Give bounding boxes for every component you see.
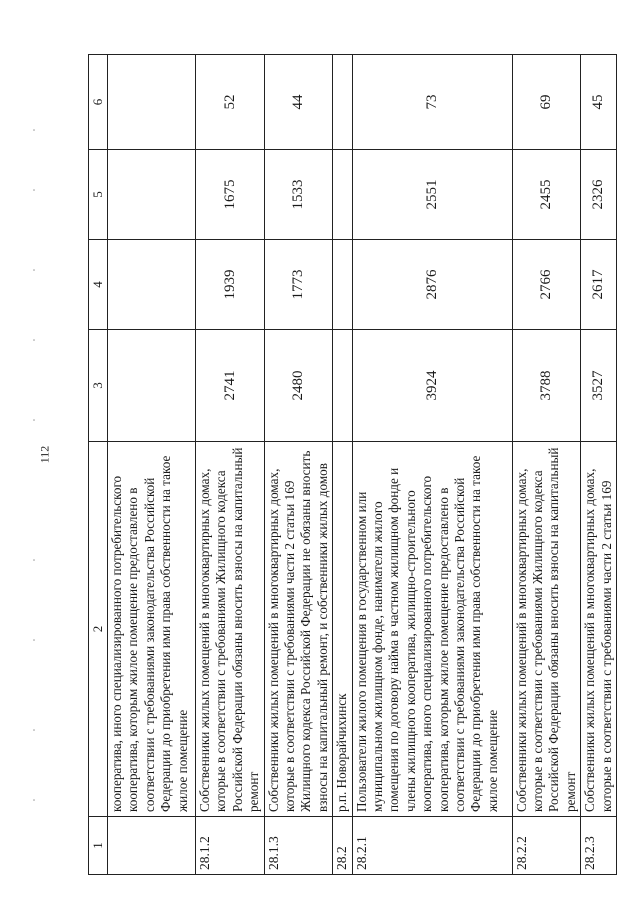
column-header: 1: [89, 817, 108, 875]
cell-col6: 69: [512, 55, 580, 150]
cell-col5: 2455: [512, 150, 580, 240]
table-row: [512, 55, 580, 875]
row-code: 28.2: [332, 817, 352, 875]
cell-col5: 2326: [581, 150, 617, 240]
row-description: Пользователи жилого помещения в государственном или муниципальном жилищном фонде, наниматели жилого помещения по договору найма в частном жилищном фонде и члены жилищного кооператива, жилищно-строительного кооператива, иного специализированного потребительского кооператива, которым жилое помещение предоставлено в соответствии с требованиями законодательства Российской Федерации до приобретения ими права собственности на такое жилое помещение: [352, 442, 512, 817]
cell-col6: 45: [581, 55, 617, 150]
cell-col6: 73: [352, 55, 512, 150]
column-header: 6: [89, 55, 108, 150]
row-description: Собственники жилых помещений в многоквартирных домах, которые в соответствии с требованиями Жилищного кодекса Российской Федерации обязаны вносить взносы на капитальный ремонт: [512, 442, 580, 817]
cell-col3: [108, 330, 196, 442]
table-row: [352, 55, 512, 875]
row-description: Собственники жилых помещений в многоквартирных домах, которые в соответствии с требованиями части 2 статьи 169 Жилищного кодекса Российской Федерации не обязаны вносить взносы на капитальный ремонт, и собственники жилых домов: [264, 442, 332, 817]
rotated-table-sheet: [88, 55, 614, 875]
cell-col3: 2480: [264, 330, 332, 442]
table-row: [332, 55, 352, 875]
cell-col6: [108, 55, 196, 150]
cell-col4: 2617: [581, 240, 617, 330]
cell-col4: [108, 240, 196, 330]
row-description: Собственники жилых помещений в многоквартирных домах, которые в соответствии с требованиями Жилищного кодекса Российской Федерации обязаны вносить взносы на капитальный ремонт: [196, 442, 264, 817]
row-code: 28.2.3: [581, 817, 617, 875]
row-code: 28.2.2: [512, 817, 580, 875]
cell-col5: 1675: [196, 150, 264, 240]
cell-col3: 3788: [512, 330, 580, 442]
cell-col3: 3924: [352, 330, 512, 442]
cell-col3: [332, 330, 352, 442]
table-row: [581, 55, 617, 875]
table-row: [108, 55, 196, 875]
cell-col6: 44: [264, 55, 332, 150]
row-code: [108, 817, 196, 875]
cell-col6: 52: [196, 55, 264, 150]
data-table: [88, 54, 617, 875]
table-row: [264, 55, 332, 875]
cell-col3: 3527: [581, 330, 617, 442]
row-code: 28.2.1: [352, 817, 512, 875]
scan-margin-marks: [30, 40, 38, 840]
header-row: [89, 55, 108, 875]
row-description: кооператива, иного специализированного потребительского кооператива, которым жилое помещение предоставлено в соответствии с требованиями законодательства Российской Федерации до приобретения ими права собственности на такое жилое помещение: [108, 442, 196, 817]
row-code: 28.1.2: [196, 817, 264, 875]
cell-col4: 2876: [352, 240, 512, 330]
table-row: [196, 55, 264, 875]
cell-col4: 1939: [196, 240, 264, 330]
page-number: 112: [37, 445, 52, 464]
cell-col5: 1533: [264, 150, 332, 240]
cell-col4: 1773: [264, 240, 332, 330]
row-description: Собственники жилых помещений в многоквартирных домах, которые в соответствии с требованиями части 2 статьи 169: [581, 442, 617, 817]
row-code: 28.1.3: [264, 817, 332, 875]
column-header: 2: [89, 442, 108, 817]
cell-col5: [108, 150, 196, 240]
cell-col6: [332, 55, 352, 150]
cell-col5: 2551: [352, 150, 512, 240]
cell-col5: [332, 150, 352, 240]
column-header: 4: [89, 240, 108, 330]
cell-col4: [332, 240, 352, 330]
cell-col4: 2766: [512, 240, 580, 330]
cell-col3: 2741: [196, 330, 264, 442]
column-header: 5: [89, 150, 108, 240]
column-header: 3: [89, 330, 108, 442]
row-description: р.п. Новорайчихинск: [332, 442, 352, 817]
